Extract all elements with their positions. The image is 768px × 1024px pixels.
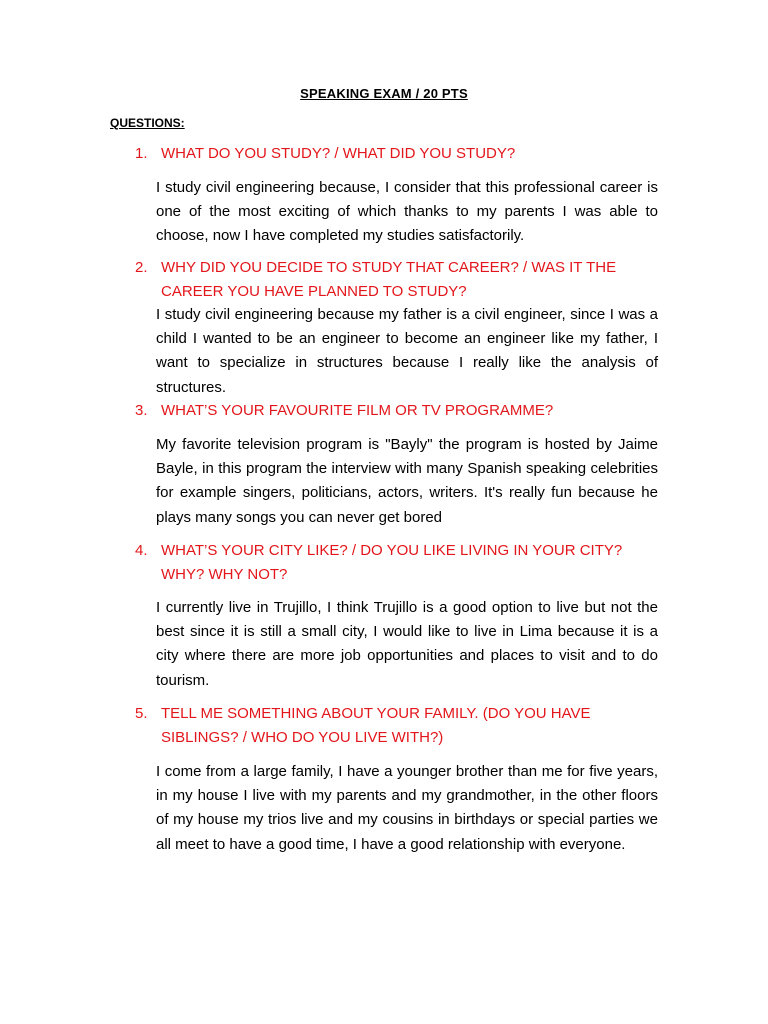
question-text: WHAT’S YOUR CITY LIKE? / DO YOU LIKE LIVING IN YOUR CITY?	[161, 542, 623, 559]
question-3	[135, 399, 665, 423]
answer-5: I come from a large family, I have a younger brother than me for five years, in my house I live with my parents and my grandmother, in the other floors of my house my trios live and my cousins in birthdays or special parties we all meet to have a good time, I have a good relationship with everyone.	[156, 763, 658, 853]
question-text: WHY DID YOU DECIDE TO STUDY THAT CAREER? / WAS IT THE	[161, 259, 617, 276]
question-5	[135, 702, 665, 750]
question-text-continued: SIBLINGS? / WHO DO YOU LIVE WITH?)	[161, 729, 444, 746]
answer-2: I study civil engineering because my father is a civil engineer, since I was a child I wanted to be an engineer to become an engineer like my father, I want to specialize in structures because I really like the analysis of structures.	[156, 306, 658, 396]
question-1	[135, 142, 665, 166]
question-text: WHAT DO YOU STUDY? / WHAT DID YOU STUDY?	[161, 145, 516, 162]
question-number: 5.	[135, 705, 148, 722]
question-text: TELL ME SOMETHING ABOUT YOUR FAMILY. (DO YOU HAVE	[161, 705, 591, 722]
question-number: 1.	[135, 145, 148, 162]
answer-3: My favorite television program is "Bayly" the program is hosted by Jaime Bayle, in this program the interview with many Spanish speaking celebrities for example singers, politicians, actors, writers. It's really fun because he plays many songs you can never get bored	[156, 436, 658, 526]
question-text: WHAT’S YOUR FAVOURITE FILM OR TV PROGRAMME?	[161, 402, 554, 419]
questions-heading: QUESTIONS:	[110, 116, 185, 130]
page-title: SPEAKING EXAM / 20 PTS	[300, 86, 468, 101]
question-4	[135, 539, 665, 587]
question-number: 2.	[135, 259, 148, 276]
question-text-continued: WHY? WHY NOT?	[161, 566, 288, 583]
answer-1: I study civil engineering because, I consider that this professional career is one of the most exciting of which thanks to my parents I was able to choose, now I have completed my studies satisfactorily.	[156, 179, 658, 245]
question-number: 3.	[135, 402, 148, 419]
answer-4: I currently live in Trujillo, I think Trujillo is a good option to live but not the best since it is still a small city, I would like to live in Lima because it is a city where there are more job opportunities and places to visit and to do tourism.	[156, 599, 658, 689]
question-number: 4.	[135, 542, 148, 559]
question-2	[135, 256, 665, 304]
question-text-continued: CAREER YOU HAVE PLANNED TO STUDY?	[161, 283, 467, 300]
